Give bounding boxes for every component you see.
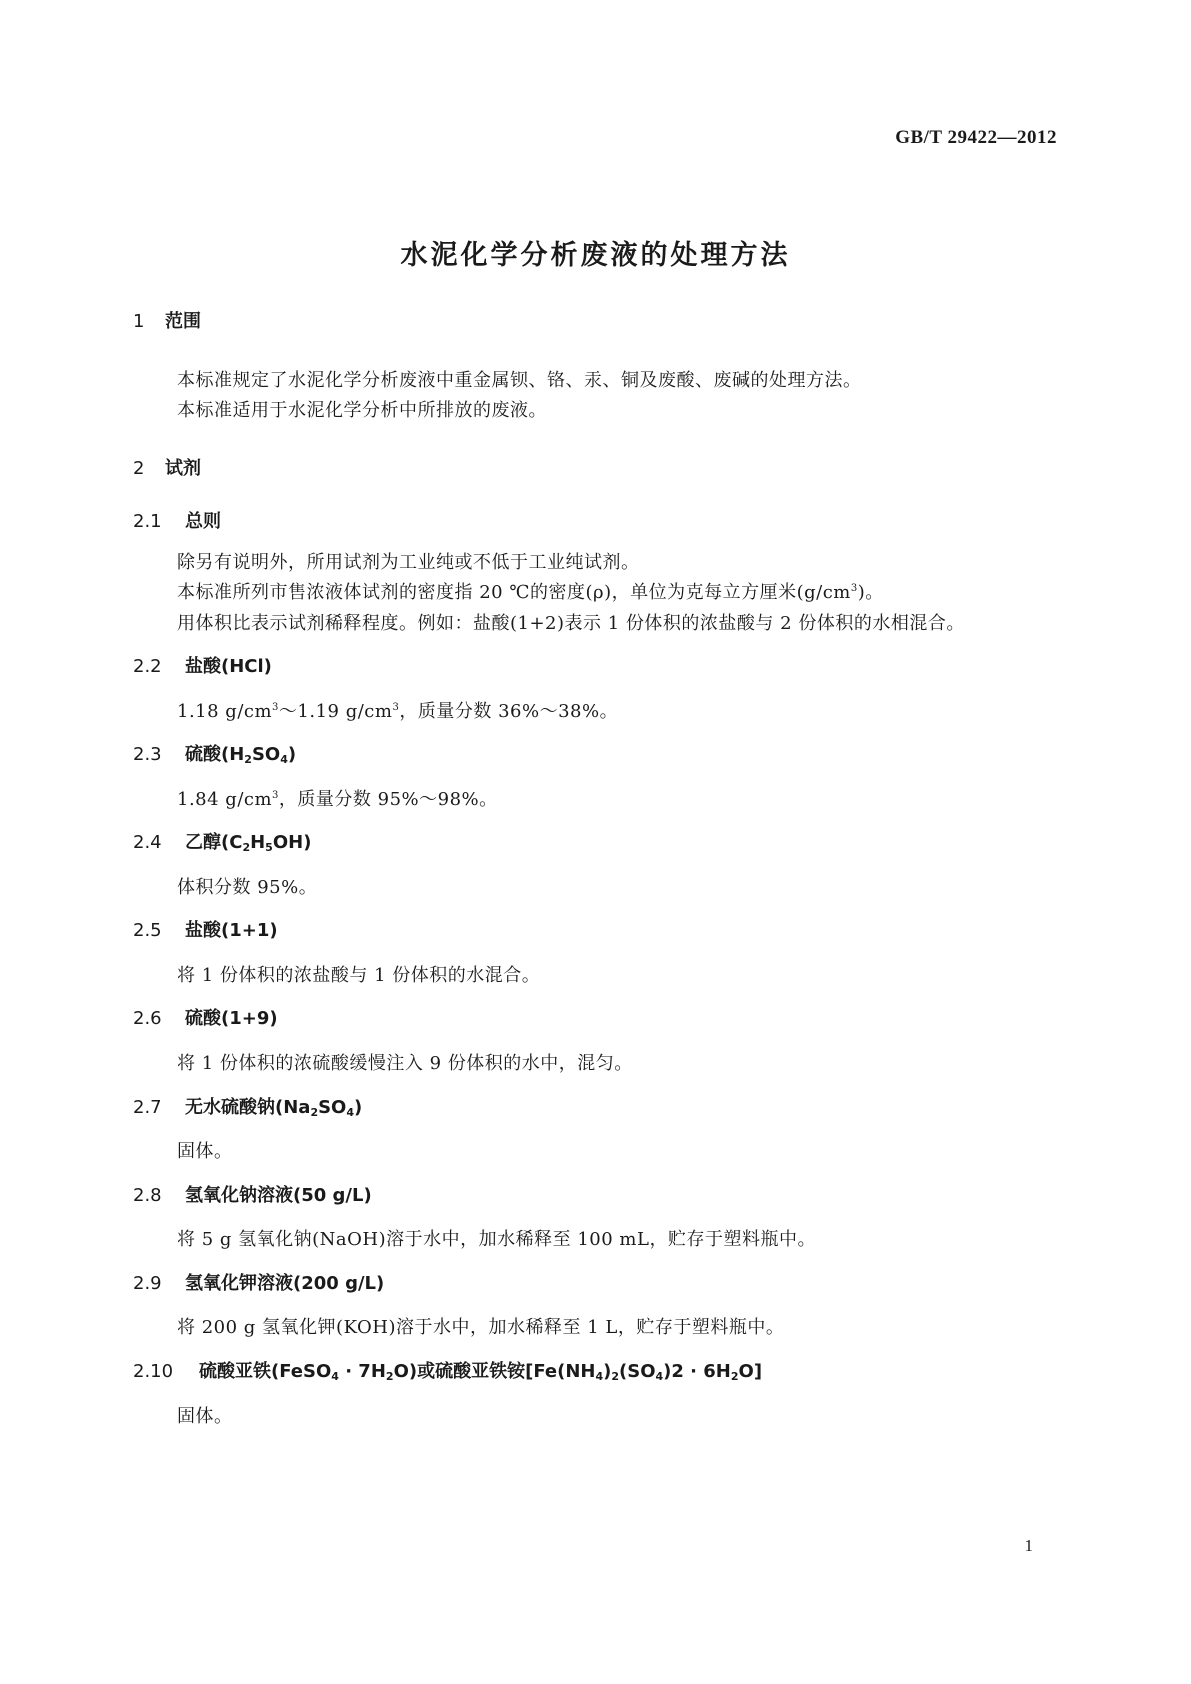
paragraph: 固体。: [177, 1406, 233, 1427]
section-number: 2.4: [133, 832, 162, 853]
subsection-2-3-heading: 2.3 硫酸$(H_2SO_4)$: [133, 744, 297, 766]
section-1-heading: [133, 307, 201, 333]
paragraph: 本标准适用于水泥化学分析中所排放的废液。: [177, 400, 547, 421]
section-title: 范围: [165, 311, 201, 332]
section-number: 2.6: [133, 1008, 162, 1029]
subsection-2-7-heading: 2.7 无水硫酸钠$(Na_2SO_4)$: [133, 1097, 363, 1119]
section-number: 2.5: [133, 920, 162, 941]
subsection-2-5-heading: [133, 916, 278, 942]
subsection-2-1-heading: [133, 507, 221, 533]
section-number: 2.3: [133, 744, 162, 765]
subsection-2-9-heading: [133, 1269, 384, 1295]
paragraph: 本标准规定了水泥化学分析废液中重金属钡、铬、汞、铜及废酸、废碱的处理方法。: [177, 370, 862, 391]
section-title: 盐酸(1+1): [185, 920, 278, 941]
section-title: 氢氧化钠溶液(50 g/L): [185, 1185, 372, 1206]
paragraph: 用体积比表示试剂稀释程度。例如：盐酸(1+2)表示 1 份体积的浓盐酸与 2 份体积的水相混合。: [177, 613, 965, 634]
section-number: 2: [133, 458, 145, 479]
paragraph: 固体。: [177, 1141, 233, 1162]
paragraph: 将 5 g 氢氧化钠(NaOH)溶于水中，加水稀释至 100 mL，贮存于塑料瓶中。: [177, 1229, 816, 1250]
paragraph: 1.18 $g/cm^3\sim 1.19$ $g/cm^3$，质量分数 36%～38%。: [177, 701, 619, 722]
section-number: 2.7: [133, 1097, 162, 1118]
paragraph: 将 1 份体积的浓盐酸与 1 份体积的水混合。: [177, 965, 541, 986]
section-title: 氢氧化钾溶液(200 g/L): [185, 1273, 385, 1294]
section-title: 试剂: [165, 458, 201, 479]
paragraph: 本标准所列市售浓液体试剂的密度指 20 ℃的密度(ρ)，单位为克每立方厘米$(g/cm^3)$。: [177, 582, 884, 603]
section-title: 盐酸(HCl): [185, 656, 272, 677]
standard-number: GB/T 29422—2012: [895, 127, 1057, 148]
subsection-2-2-heading: [133, 652, 272, 678]
paragraph: 将 1 份体积的浓硫酸缓慢注入 9 份体积的水中，混匀。: [177, 1053, 633, 1074]
document-title: 水泥化学分析废液的处理方法: [400, 240, 791, 271]
subsection-2-8-heading: [133, 1181, 372, 1207]
paragraph: 1.84 $g/cm^3$，质量分数 95%～98%。: [177, 789, 498, 810]
paragraph: 将 200 g 氢氧化钾(KOH)溶于水中，加水稀释至 1 L，贮存于塑料瓶中。: [177, 1317, 785, 1338]
section-title: 硫酸(1+9): [185, 1008, 278, 1029]
section-number: 2.2: [133, 656, 162, 677]
section-number: 2.1: [133, 511, 162, 532]
page-number: 1: [1024, 1536, 1033, 1555]
paragraph: 除另有说明外，所用试剂为工业纯或不低于工业纯试剂。: [177, 552, 640, 573]
section-number: 2.10: [133, 1361, 174, 1382]
section-number: 1: [133, 311, 145, 332]
section-2-heading: [133, 454, 201, 480]
subsection-2-4-heading: 2.4 乙醇$(C_2H_5OH)$: [133, 832, 312, 854]
subsection-2-10-heading: 2.10 硫酸亚铁(FeSO$_4$ · $7H_2O$)或硫酸亚铁铵$[Fe(NH_4)_2(SO_4)2 \cdot 6H_2O]$: [133, 1361, 763, 1383]
paragraph: 体积分数 95%。: [177, 877, 318, 898]
section-number: 2.8: [133, 1185, 162, 1206]
section-title: 总则: [185, 511, 221, 532]
subsection-2-6-heading: [133, 1004, 278, 1030]
section-number: 2.9: [133, 1273, 162, 1294]
